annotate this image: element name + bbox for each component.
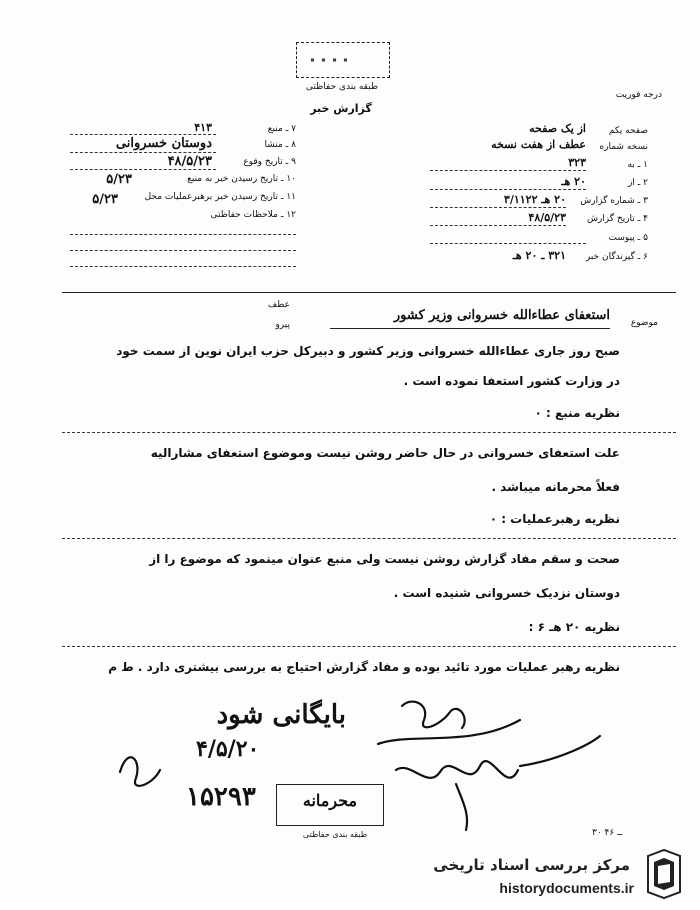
body-line: صحت و سقم مفاد گزارش روشن نیست ولی منبع عنوان مینمود که موضوع را از xyxy=(149,552,620,566)
field-value: ۴۸/۵/۲۳ xyxy=(528,211,566,224)
body-line: دوستان نزدیک خسروانی شنیده است . xyxy=(393,586,620,600)
subject-label: موضوع xyxy=(630,318,658,328)
field-label: ۲ ـ از xyxy=(627,178,648,188)
header-separator xyxy=(62,292,676,293)
field-value: عطف از هفت نسخه xyxy=(491,138,586,151)
priority-label: درجه فوریت xyxy=(615,90,662,100)
field-label: ۱۲ ـ ملاحظات حفاظتی xyxy=(210,210,296,220)
classification-stamp-box xyxy=(296,42,390,78)
archive-logo-icon xyxy=(642,848,684,900)
field-value: ۲۰ هـ xyxy=(561,175,586,188)
field-value: ۳۲۳ xyxy=(568,156,586,169)
field-value: ۴۱۳ xyxy=(194,121,212,134)
number-note: ۱۵۲۹۳ xyxy=(186,782,256,812)
confidential-stamp xyxy=(276,784,384,826)
field-label: ۶ ـ گیرندگان خبر xyxy=(585,252,648,262)
watermark-title: مرکز بررسی اسناد تاریخی xyxy=(433,856,630,874)
field-label: ۱ ـ به xyxy=(627,160,648,170)
body-line: نظریه رهبرعملیات : ۰ xyxy=(489,512,620,526)
watermark-url: historydocuments.ir xyxy=(499,880,634,896)
field-label: ۹ ـ تاریخ وقوع xyxy=(243,157,296,167)
body-line: فعلاً محرمانه میباشد . xyxy=(491,480,620,494)
form-code: ۳۰ ــ ۴۶ xyxy=(592,828,623,838)
body-line: نظریه ۲۰ هـ ۶ : xyxy=(528,620,620,634)
field-label: صفحه یکم xyxy=(608,126,648,136)
body-line: نظریه رهبر عملیات مورد تائید بوده و مفاد گزارش احتیاج به بررسی بیشتری دارد . ط م xyxy=(108,660,620,674)
field-value: ۵/۲۳ xyxy=(92,192,118,207)
classification-caption: طبقه بندی حفاظتی xyxy=(305,82,379,92)
field-label: ۴ ـ تاریخ گزارش xyxy=(586,214,648,224)
body-line: در وزارت کشور استعفا نموده است . xyxy=(403,374,620,388)
report-title: گزارش خبر xyxy=(310,102,372,115)
field-value: از یک صفحه xyxy=(529,122,586,135)
field-value: دوستان خسروانی xyxy=(115,136,212,151)
body-line: صبح روز جاری عطاءالله خسروانی وزیر کشور و دبیرکل حزب ایران نوین از سمت خود xyxy=(116,344,620,358)
field-label: ۷ ـ منبع xyxy=(267,124,296,134)
confidential-stamp-caption: طبقه بندی حفاظتی xyxy=(302,830,368,839)
body-line: نظریه منبع : ۰ xyxy=(534,406,620,420)
field-label: ۳ ـ شماره گزارش xyxy=(580,196,648,206)
archive-note: بایگانی شود xyxy=(216,700,346,730)
field-label: ۵ ـ پیوست xyxy=(608,233,648,243)
atf-label: عطف xyxy=(267,300,290,310)
field-label: ۸ ـ منشا xyxy=(264,140,296,150)
field-value: ۲۰ هـ ۳/۱۱۲۲ xyxy=(503,193,566,206)
date-note: ۴/۵/۲۰ xyxy=(196,736,260,762)
classification-stamp: ۰۰۰۰ xyxy=(307,49,351,70)
body-line: علت استعفای خسروانی در حال حاضر روشن نیست وموضوع استعفای مشارالیه xyxy=(150,446,620,460)
confidential-stamp-text: محرمانه xyxy=(302,791,358,810)
field-label: نسخه شماره xyxy=(599,142,648,152)
subject-value: استعفای عطاءالله خسروانی وزیر کشور xyxy=(393,308,610,323)
field-label: ۱۰ ـ تاریخ رسیدن خبر به منبع xyxy=(187,174,296,184)
field-value: ۵/۲۳ xyxy=(106,172,132,187)
field-value: ۴۸/۵/۲۳ xyxy=(167,154,212,169)
field-value: ۳۲۱ ـ ۲۰ هـ xyxy=(512,249,566,262)
peiro-label: پیرو xyxy=(275,320,290,330)
field-label: ۱۱ ـ تاریخ رسیدن خبر برهبرعملیات محل xyxy=(144,192,296,202)
